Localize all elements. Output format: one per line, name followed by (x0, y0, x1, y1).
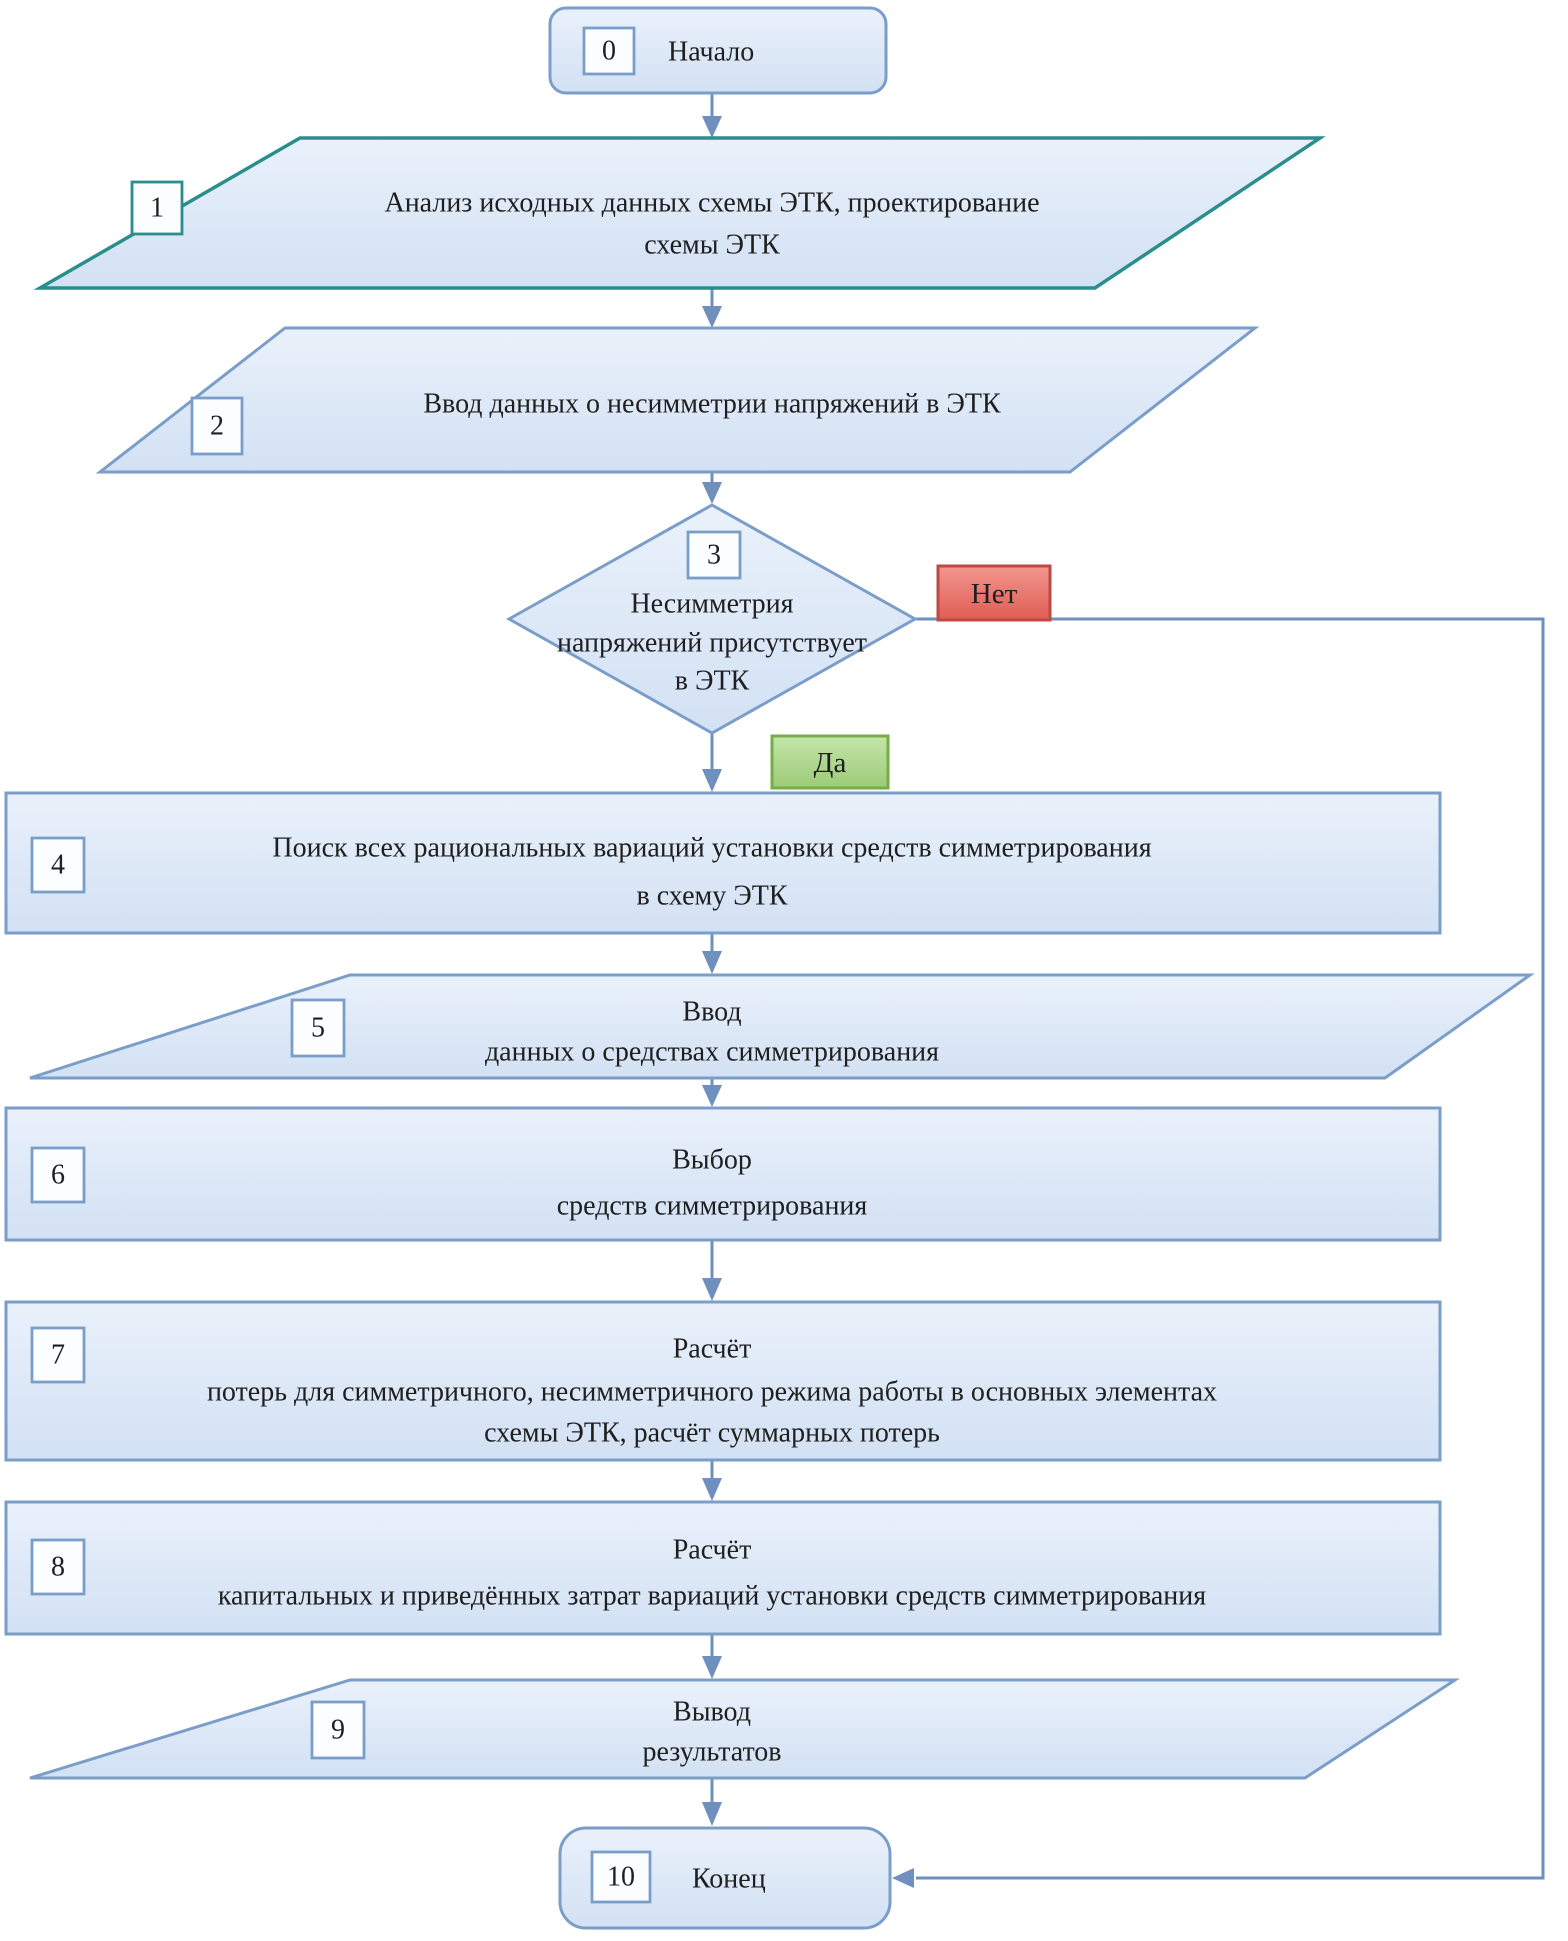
block-6-text-line2: средств симметрирования (556, 1190, 868, 1222)
block-3-text-line3: в ЭТК (674, 665, 750, 697)
block-9-text-line2: результатов (642, 1736, 782, 1768)
block-0-number: 0 (602, 35, 616, 67)
block-7-process-rect (6, 1302, 1440, 1460)
arrowhead-7 (702, 1278, 722, 1301)
arrowhead-no-branch (892, 1868, 914, 1888)
block-5-text-line1: Ввод (682, 996, 742, 1028)
block-0-start-terminator (550, 8, 886, 93)
block-6-number: 6 (51, 1159, 65, 1191)
no-label-text: Нет (970, 578, 1018, 610)
block-8-shape (6, 1502, 1440, 1634)
block-3-text-line2: напряжений присутствует (556, 627, 868, 659)
block-10-number: 10 (607, 1861, 635, 1893)
block-10-end-terminator (560, 1828, 890, 1928)
arrowhead-9 (702, 1656, 722, 1679)
arrowhead-3 (702, 482, 722, 504)
yes-label-text: Да (813, 747, 847, 779)
branch-label-yes (772, 736, 888, 788)
block-0-label: Начало (668, 36, 755, 68)
block-2-input-parallelogram (100, 328, 1255, 472)
block-6-text-line1: Выбор (672, 1144, 752, 1176)
block-8-text-line1: Расчёт (672, 1534, 752, 1566)
block-1-input-parallelogram (40, 138, 1320, 288)
arrowhead-5 (702, 951, 722, 974)
block-6-process-rect (6, 1108, 1440, 1240)
arrowhead-6 (702, 1085, 722, 1107)
block-4-process-rect (6, 793, 1440, 933)
branch-label-no (938, 566, 1050, 620)
block-4-text-line1: Поиск всех рациональных вариаций установки средств симметрирования (272, 832, 1152, 864)
block-2-number: 2 (210, 410, 224, 442)
block-9-text-line1: Вывод (673, 1696, 751, 1728)
block-4-text-line2: в схему ЭТК (636, 880, 788, 912)
block-5-input-parallelogram (30, 975, 1530, 1078)
block-4-number: 4 (51, 849, 65, 881)
block-9-output-parallelogram (30, 1680, 1455, 1778)
block-5-number: 5 (311, 1012, 325, 1044)
block-7-text-line3: схемы ЭТК, расчёт суммарных потерь (484, 1417, 940, 1449)
block-1-text-line1: Анализ исходных данных схемы ЭТК, проектирование (384, 187, 1040, 219)
block-5-text-line2: данных о средствах симметрирования (484, 1036, 940, 1068)
arrowhead-4 (702, 769, 722, 792)
block-8-process-rect (6, 1502, 1440, 1634)
block-8-number: 8 (51, 1551, 65, 1583)
block-7-number: 7 (51, 1339, 65, 1371)
arrowhead-10 (702, 1802, 722, 1826)
block-8-text-line2: капитальных и приведённых затрат вариаций установки средств симметрирования (217, 1580, 1207, 1612)
arrowhead-8 (702, 1478, 722, 1501)
block-7-text-line1: Расчёт (672, 1333, 752, 1365)
block-2-text-line1: Ввод данных о несимметрии напряжений в ЭТК (423, 388, 1001, 420)
block-1-number: 1 (150, 192, 164, 224)
block-1-text-line2: схемы ЭТК (644, 229, 780, 261)
block-9-number: 9 (331, 1714, 345, 1746)
arrowhead-1 (702, 116, 722, 138)
block-3-number: 3 (707, 539, 721, 571)
block-3-decision-diamond (509, 505, 915, 733)
block-10-label: Конец (692, 1863, 766, 1895)
arrowhead-2 (702, 306, 722, 328)
block-7-text-line2: потерь для симметричного, несимметричного режима работы в основных элементах (206, 1376, 1218, 1408)
block-3-text-line1: Несимметрия (630, 588, 794, 620)
